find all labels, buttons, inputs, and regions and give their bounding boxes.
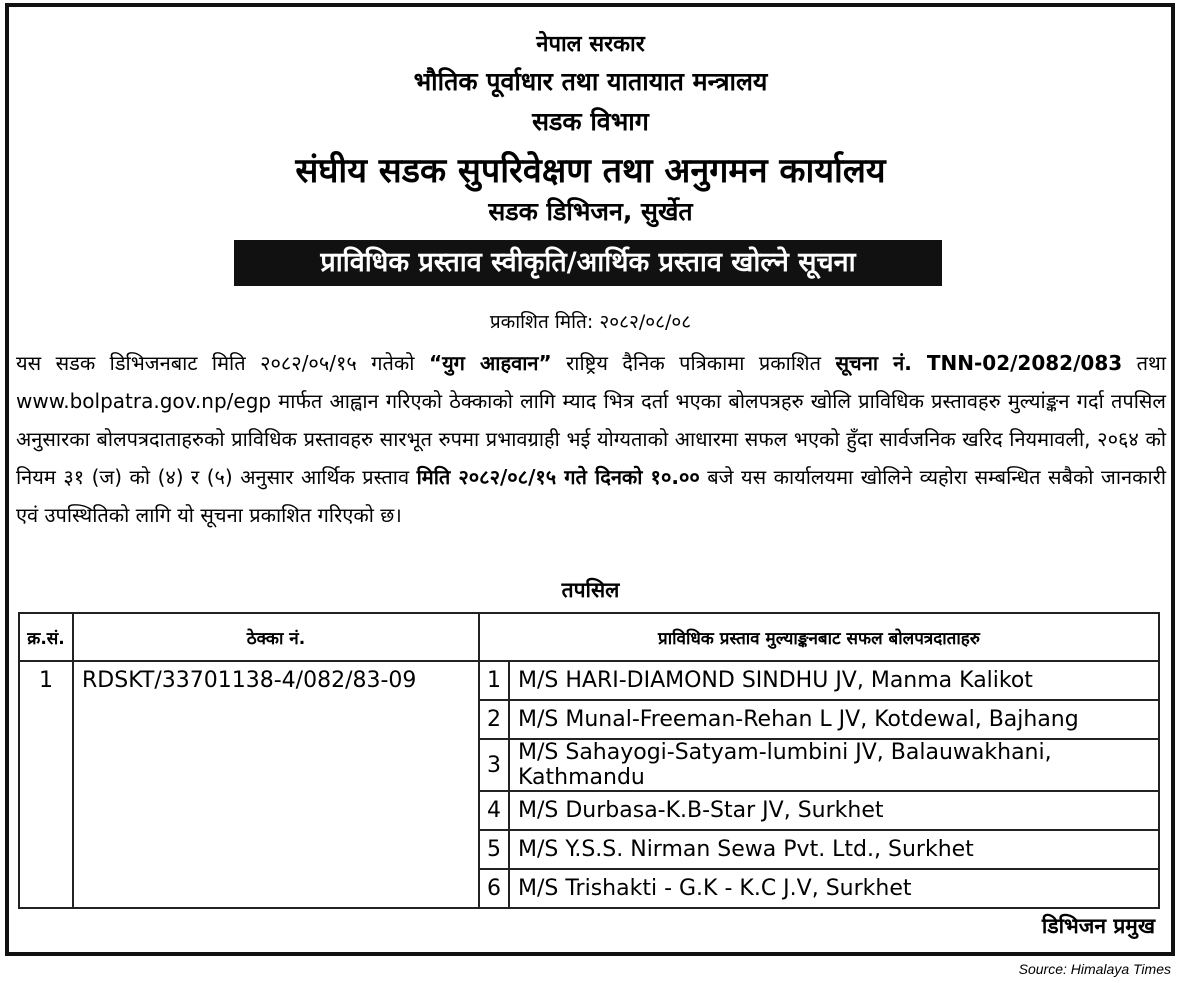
bidder-name: M/S Trishakti - G.K - K.C J.V, Surkhet [509, 869, 1159, 908]
gov-name: नेपाल सरकार [536, 32, 645, 57]
newspaper-name: “युग आहवान” [428, 351, 552, 375]
body-text: तथा www.bolpatra.gov.np/egp मार्फत आह्वान गरिएको ठेक्काको लागि म्याद भित्र दर्ता भएका बोलपत्रहरु खोलि प्राविधिक प्रस्तावहरु मुल्यांङ्कन गर्दा तपसिल अनुसारका बोलपत्रदाताहरुको प्राविधिक प्रस्तावहरु सारभूत रुपमा प्रभावग्राही भई योग्यताको आधारमा सफल भएको हुँदा सार्वजनिक खरिद नियमावली, २०६४ को नियम ३१ (ज) को (४) र (५) अनुसार आर्थिक प्रस्ताव [16, 351, 1166, 489]
bidder-name: M/S Y.S.S. Nirman Sewa Pvt. Ltd., Surkhet [509, 830, 1159, 869]
notice-title: प्राविधिक प्रस्ताव स्वीकृति/आर्थिक प्रस्ताव खोल्ने सूचना [234, 240, 942, 286]
table-header-row [19, 613, 1159, 661]
bidder-number: 3 [479, 739, 509, 791]
department-name: सडक विभाग [532, 107, 649, 136]
bidder-name: M/S Sahayogi-Satyam-lumbini JV, Balauwakhani, Kathmandu [509, 739, 1159, 791]
notice-body [16, 344, 1166, 534]
body-text: बजे यस कार्यालयमा खोलिने व्यहोरा सम्बन्धित सबैको जानकारी एवं उपस्थितिको लागि यो सूचना प्रकाशित गरिएको छ। [16, 465, 1166, 527]
bidder-name: M/S HARI-DIAMOND SINDHU JV, Manma Kalikot [509, 661, 1159, 700]
bidder-name: M/S Munal-Freeman-Rehan L JV, Kotdewal, Bajhang [509, 700, 1159, 739]
cell-sn: 1 [19, 661, 73, 908]
ministry-name: भौतिक पूर्वाधार तथा यातायात मन्त्रालय [413, 67, 768, 96]
bidder-number: 4 [479, 791, 509, 830]
schedule-heading: तपसिल [561, 578, 620, 602]
table-row [19, 661, 1159, 700]
header-sn: क्र.सं. [19, 613, 73, 661]
body-text: राष्ट्रिय दैनिक पत्रिकामा प्रकाशित [551, 351, 836, 375]
bidder-number: 6 [479, 869, 509, 908]
header-contract: ठेक्का नं. [73, 613, 479, 661]
bidder-name: M/S Durbasa-K.B-Star JV, Surkhet [509, 791, 1159, 830]
office-name: संघीय सडक सुपरिवेक्षण तथा अनुगमन कार्यालय [295, 151, 886, 191]
opening-datetime: मिति २०८२/०८/१५ गते दिनको १०.०० [416, 465, 700, 489]
source-credit: Source: Himalaya Times [1018, 961, 1171, 977]
bidders-table [18, 612, 1160, 909]
cell-contract: RDSKT/33701138-4/082/83-09 [73, 661, 479, 908]
header-bidders: प्राविधिक प्रस्ताव मुल्याङ्कनबाट सफल बोलपत्रदाताहरु [479, 613, 1159, 661]
published-date: प्रकाशित मिति: २०८२/०८/०८ [489, 311, 692, 333]
bidder-number: 1 [479, 661, 509, 700]
bidder-number: 2 [479, 700, 509, 739]
body-text: यस सडक डिभिजनबाट मिति २०८२/०५/१५ गतेको [16, 351, 429, 375]
notice-number: सूचना नं. TNN-02/2082/083 [835, 351, 1123, 375]
bidder-number: 5 [479, 830, 509, 869]
signature: डिभिजन प्रमुख [1041, 914, 1155, 938]
division-name: सडक डिभिजन, सुर्खेत [488, 197, 693, 226]
